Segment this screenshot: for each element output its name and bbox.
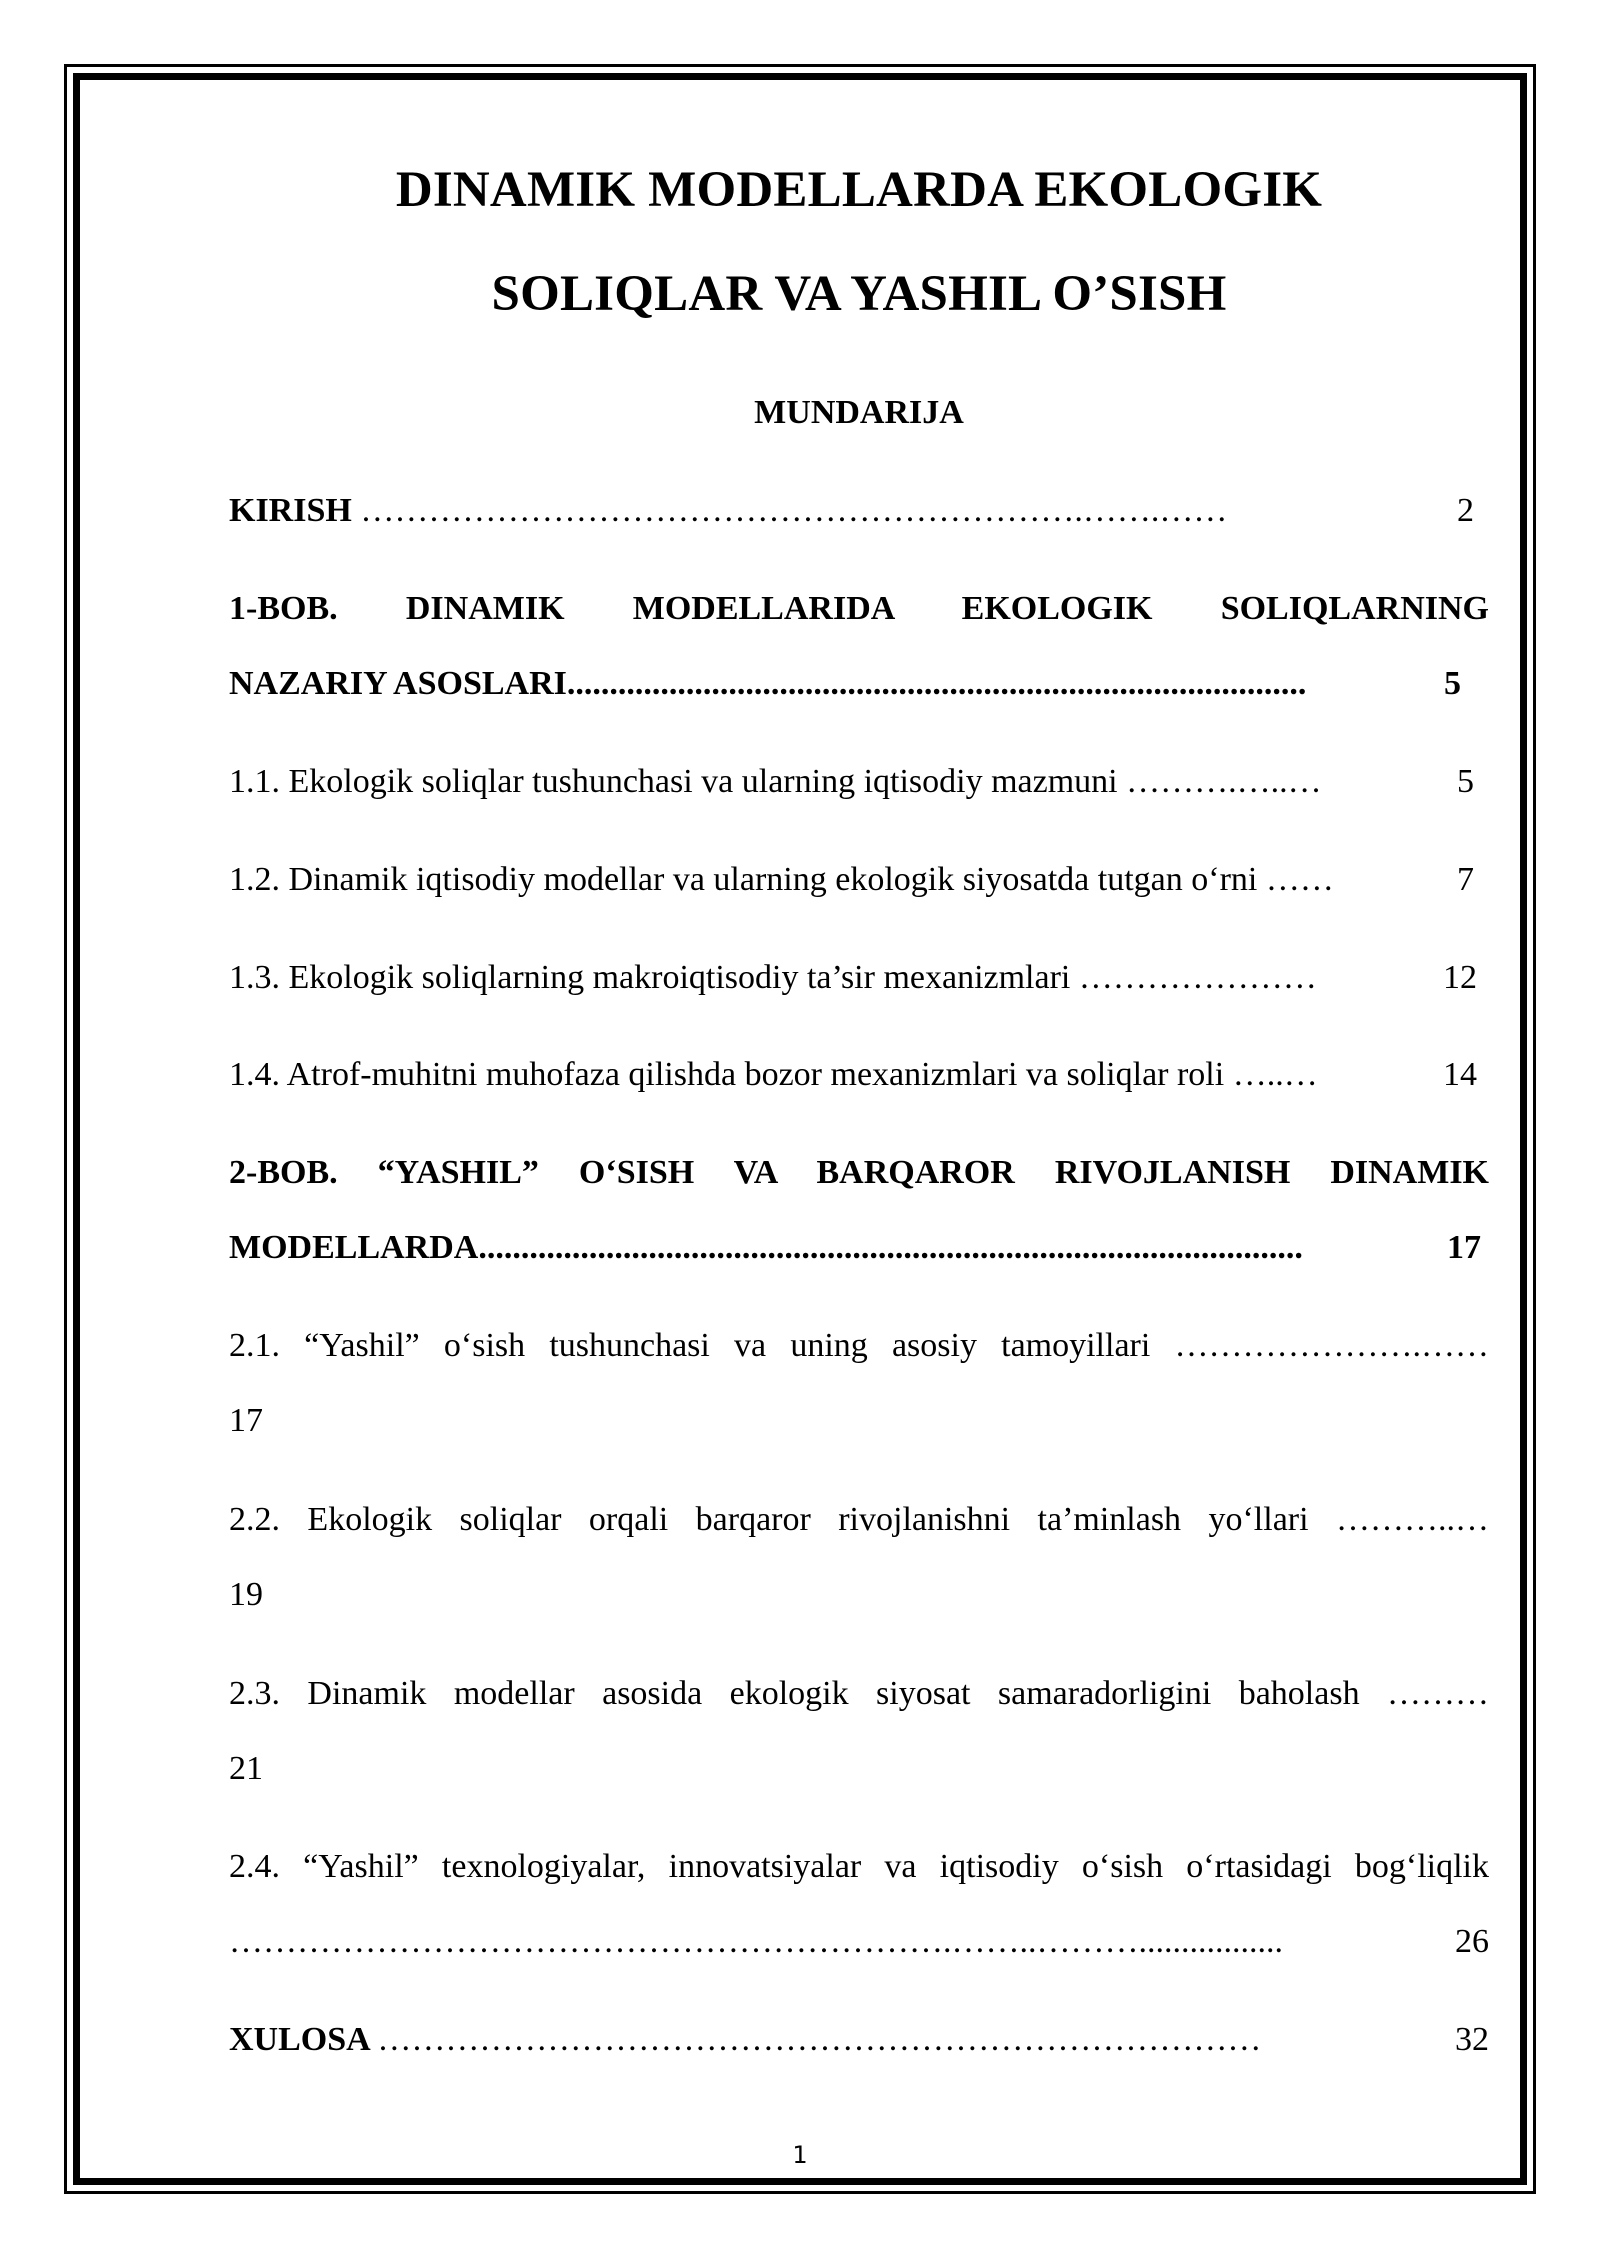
toc-chapter-2-line-2[interactable] <box>229 1228 1489 1268</box>
toc-entry-label: 1.3. Ekologik soliqlarning makroiqtisodiy ta’sir mexanizmlari <box>229 959 1079 996</box>
toc-page-number: 5 <box>1444 665 1461 702</box>
toc-leader-dots: ................................................................................................. <box>478 1229 1303 1266</box>
toc-page-number: 12 <box>1443 959 1477 996</box>
toc-page-number: 7 <box>1457 861 1474 898</box>
toc-leader-dots: ……………………………………………………….…….…… <box>360 492 1228 529</box>
toc-chapter-1-line-2[interactable] <box>229 664 1489 704</box>
toc-entry-label: 1.2. Dinamik iqtisodiy modellar va ularning ekologik siyosatda tutgan o‘rni <box>229 861 1266 898</box>
toc-entry-xulosa[interactable] <box>229 2020 1489 2060</box>
toc-entry-label: MODELLARDA <box>229 1229 479 1266</box>
toc-entry-label: 1.1. Ekologik soliqlar tushunchasi va ularning iqtisodiy mazmuni <box>229 763 1127 800</box>
toc-page-number: 32 <box>1455 2021 1489 2058</box>
document-title-line-1: DINAMIK MODELLARDA EKOLOGIK <box>395 162 1323 218</box>
toc-page-number: 17 <box>229 1402 263 1439</box>
document-title-line-2: SOLIQLAR VA YASHIL O’SISH <box>491 266 1227 322</box>
toc-entry-label: NAZARIY ASOSLARI <box>229 665 567 702</box>
toc-entry-kirish[interactable] <box>229 491 1489 531</box>
toc-chapter-1-line-1[interactable]: 1-BOB. DINAMIK MODELLARIDA EKOLOGIK SOLIQLARNING <box>229 590 1489 627</box>
toc-entry-label: XULOSA <box>229 2021 378 2058</box>
toc-entry-label: KIRISH <box>229 492 361 529</box>
toc-page-number: 21 <box>229 1750 263 1787</box>
toc-section-2-4-line-2 <box>229 1922 1489 1962</box>
toc-leader-dots: …… <box>1265 861 1334 898</box>
toc-page-number: 19 <box>229 1576 263 1613</box>
toc-section-2-1[interactable]: 2.1. “Yashil” o‘sish tushunchasi va uning asosiy tamoyillari ………………….…… <box>229 1327 1489 1364</box>
toc-leader-dots: …..… <box>1232 1056 1318 1093</box>
page-footer-number: 1 <box>792 2141 808 2169</box>
toc-section-1-1[interactable] <box>229 762 1489 802</box>
toc-section-1-2[interactable] <box>229 860 1489 900</box>
toc-page-number: 2 <box>1457 492 1474 529</box>
toc-page-number: 26 <box>1455 1923 1489 1960</box>
toc-section-1-3[interactable] <box>229 958 1489 998</box>
toc-page-number: 14 <box>1443 1056 1477 1093</box>
toc-page-number: 5 <box>1457 763 1474 800</box>
toc-section-2-4[interactable]: 2.4. “Yashil” texnologiyalar, innovatsiyalar va iqtisodiy o‘sish o‘rtasidagi bog‘liqlik <box>229 1848 1489 1885</box>
toc-leader-dots: ……….…..… <box>1126 763 1322 800</box>
toc-leader-dots: ....................................................................................... <box>566 665 1307 702</box>
toc-section-2-3[interactable]: 2.3. Dinamik modellar asosida ekologik siyosat samaradorligini baholash ……… <box>229 1675 1489 1712</box>
toc-entry-label: 1.4. Atrof-muhitni muhofaza qilishda bozor mexanizmlari va soliqlar roli <box>229 1056 1233 1093</box>
toc-leader-dots: …………………………………………………………………… <box>377 2021 1262 2058</box>
toc-leader-dots: ………………… <box>1078 959 1317 996</box>
toc-page-number: 17 <box>1447 1229 1481 1266</box>
toc-leader-dots: ……………………………………………………….……..………................. <box>229 1923 1283 1960</box>
toc-section-1-4[interactable] <box>229 1055 1489 1095</box>
toc-heading: MUNDARIJA <box>754 394 964 431</box>
toc-section-2-2[interactable]: 2.2. Ekologik soliqlar orqali barqaror rivojlanishni ta’minlash yo‘llari ………..… <box>229 1501 1489 1538</box>
toc-chapter-2-line-1[interactable]: 2-BOB. “YASHIL” O‘SISH VA BARQAROR RIVOJLANISH DINAMIK <box>229 1154 1489 1191</box>
